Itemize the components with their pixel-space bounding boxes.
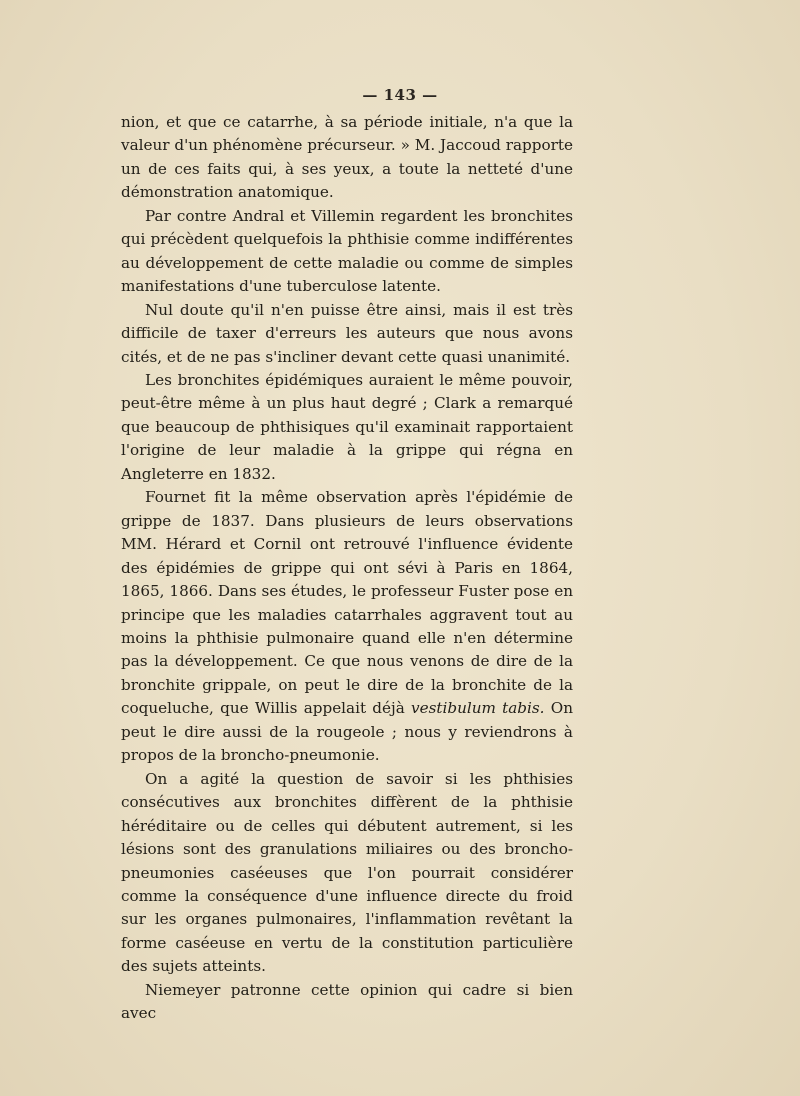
paragraph-5 <box>121 486 573 767</box>
paragraph-3: Nul doute qu'il n'en puisse être ainsi, mais il est très difficile de taxer d'erreurs les auteurs que nous avons cités, et de ne pas s'incliner devant cette quasi unanimité. <box>121 300 573 366</box>
latin-term: vestibulum tabis. <box>411 699 545 718</box>
body-text <box>121 111 573 1026</box>
paragraph-4: Les bronchites épidémiques auraient le même pouvoir, peut-être même à un plus haut degré ; Clark a remarqué que beaucoup de phthisiques qu'il examinait rapportaient l'origine de leur maladie à la grippe qui régna en Angleterre en 1832. <box>121 370 573 483</box>
paragraph-1: nion, et que ce catarrhe, à sa période initiale, n'a que la valeur d'un phénomène précurseur. » M. Jaccoud rapporte un de ces faits qui, à ses yeux, a toute la netteté d'une démonstration anatomique. <box>121 113 573 202</box>
paragraph-6: On a agité la question de savoir si les phthisies consécutives aux bronchites diffèrent de la phthisie héréditaire ou de celles qui débutent autrement, si les lésions sont des granulations miliaires ou des broncho-pneumonies caséeuses que l'on pourrait considérer comme la conséquence d'une influence directe du froid sur les organes pulmonaires, l'inflammation revêtant la forme caséeuse en vertu de la constitution particulière des sujets atteints. <box>121 769 573 976</box>
paragraph-5-tail: On peut le dire aussi de la rougeole ; nous y reviendrons à propos de la broncho-pneumonie. <box>121 699 573 765</box>
paragraph-7: Niemeyer patronne cette opinion qui cadre si bien avec <box>121 980 573 1023</box>
paragraph-2: Par contre Andral et Villemin regardent les bronchites qui précèdent quelquefois la phthisie comme indifférentes au développement de cette maladie ou comme de simples manifestations d'une tuberculose latente. <box>121 206 573 296</box>
page-number: — 143 — <box>362 86 438 104</box>
paragraph-5-text: Fournet fit la même observation après l'épidémie de grippe de 1837. Dans plusieurs de leurs observations MM. Hérard et Cornil ont retrouvé l'influence évidente des épidémies de grippe qui ont sévi à Paris en 1864, 1865, 1866. Dans ses études, le professeur Fuster pose en principe que les maladies catarrhales aggravent tout au moins la phthisie pulmonaire quand elle n'en détermine pas la développement. Ce que nous venons de dire de la bronchite grippale, on peut le dire de la bronchite de la coqueluche, que Willis appelait déjà <box>121 488 573 718</box>
